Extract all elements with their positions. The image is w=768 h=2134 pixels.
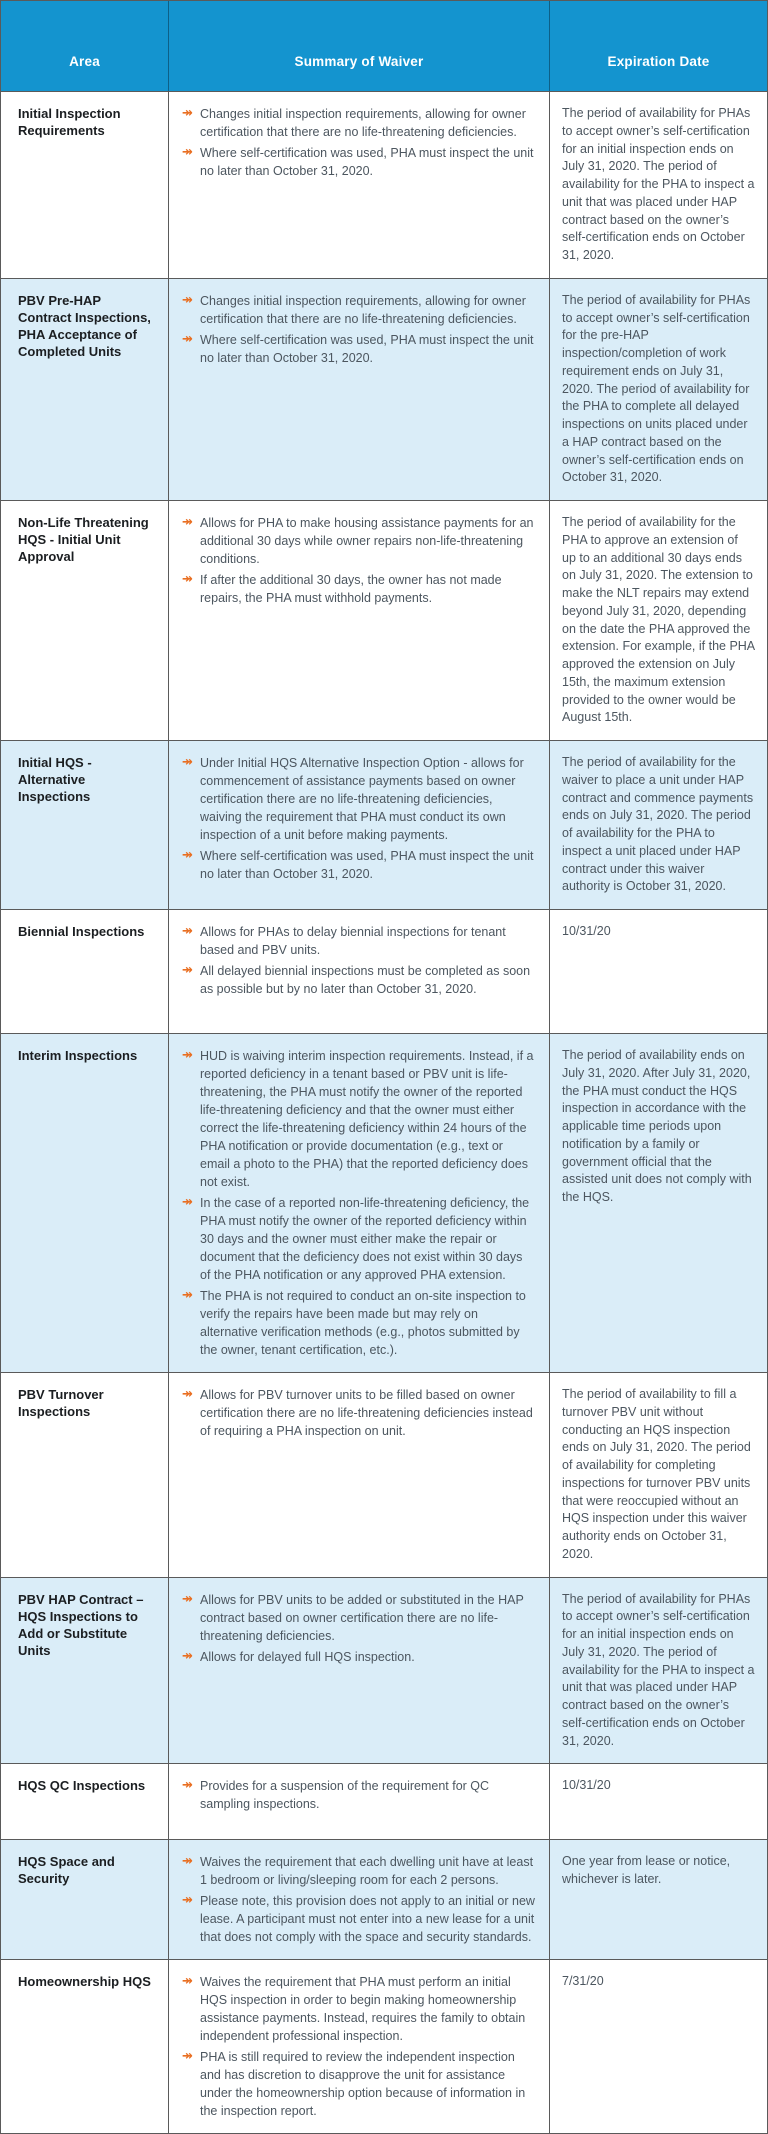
bullet-text: Changes initial inspection requirements, allowing for owner certification that there are no life-threatening deficiencies. [200,107,526,139]
header-cell-expiration: Expiration Date [607,53,710,69]
expiration-cell: 10/31/20 [562,1778,611,1793]
area-cell: PBV HAP Contract – HQS Inspections to Add or Substitute Units [1,1578,169,1764]
summary-bullet-item [182,1973,535,2045]
expiration-cell: The period of availability for PHAs to accept owner’s self-certification for the pre-HAP inspection/completion of work requirement ends on July 31, 2020. The period of availability for the PHA to complete all delayed inspections on units placed under a HAP contract based on the owner’s self-certification ends on October 31, 2020. [562,292,751,485]
table-row [1,278,767,500]
area-cell: Homeownership HQS [1,1960,169,2133]
summary-bullet-item [182,144,535,180]
arrow-bullet-icon: ↠ [182,331,193,347]
table-row [1,1372,767,1577]
area-cell: HQS QC Inspections [1,1764,169,1839]
table-row [1,1763,767,1839]
summary-cell [169,92,550,278]
summary-cell [169,1034,550,1372]
bullet-text: Where self-certification was used, PHA must inspect the unit no later than October 31, 2020. [200,332,534,365]
summary-cell [169,741,550,909]
arrow-bullet-icon: ↠ [182,924,193,939]
table-row [1,1959,767,2133]
area-cell: HQS Space and Security [1,1840,169,1959]
summary-cell [169,1373,550,1577]
summary-cell [169,1960,550,2133]
arrow-bullet-icon: ↠ [182,848,193,863]
summary-bullet-item [182,1194,535,1284]
arrow-bullet-icon: ↠ [182,963,193,978]
area-cell: Initial HQS - Alternative Inspections [1,741,169,909]
summary-cell [169,279,550,500]
arrow-bullet-icon: ↠ [182,755,193,770]
table-row [1,1839,767,1959]
arrow-bullet-icon: ↠ [182,2049,193,2065]
table-row [1,740,767,909]
bullet-text: The PHA is not required to conduct an on-site inspection to verify the repairs have been made but may rely on alternative verification methods (e.g., photos submitted by the owner, tenant certification, etc.). [200,1289,526,1357]
table-row [1,500,767,740]
summary-bullet-item [182,1047,535,1191]
summary-bullet-item [182,105,535,141]
summary-cell [169,910,550,1033]
bullet-text: All delayed biennial inspections must be completed as soon as possible but by no later than October 31, 2020. [200,964,531,996]
bullet-text: If after the additional 30 days, the owner has not made repairs, the PHA must withhold payments. [200,573,502,605]
bullet-text: Allows for PBV units to be added or substituted in the HAP contract based on owner certification there are no life-threatening deficiencies. [200,1592,524,1643]
summary-bullet-item [182,962,535,998]
arrow-bullet-icon: ↠ [182,1854,193,1870]
arrow-bullet-icon: ↠ [182,1387,193,1402]
area-cell: Initial Inspection Requirements [1,92,169,278]
summary-cell [169,1578,550,1764]
summary-bullet-item [182,514,535,568]
table-row [1,91,767,278]
summary-bullet-item [182,1892,535,1946]
area-cell: Biennial Inspections [1,910,169,1033]
bullet-text: Where self-certification was used, PHA must inspect the unit no later than October 31, 2020. [200,146,534,178]
summary-bullet-item [182,847,535,883]
summary-bullet-item [182,292,535,328]
arrow-bullet-icon: ↠ [182,1893,193,1909]
bullet-text: Where self-certification was used, PHA must inspect the unit no later than October 31, 2020. [200,849,534,881]
table-row [1,1033,767,1372]
area-cell: PBV Turnover Inspections [1,1373,169,1577]
arrow-bullet-icon: ↠ [182,1195,193,1210]
summary-cell [169,1764,550,1839]
area-cell: PBV Pre-HAP Contract Inspections, PHA Acceptance of Completed Units [1,279,169,500]
bullet-text: Allows for PBV turnover units to be filled based on owner certification there are no life-threatening deficiencies instead of requiring a PHA inspection on unit. [200,1388,533,1438]
summary-bullet-item [182,1287,535,1359]
area-cell: Interim Inspections [1,1034,169,1372]
summary-bullet-item [182,2048,535,2120]
bullet-text: PHA is still required to review the independent inspection and has discretion to disapprove the unit for assistance under the homeownership option because of information in the inspection report. [200,2050,526,2119]
arrow-bullet-icon: ↠ [182,1288,193,1303]
arrow-bullet-icon: ↠ [182,1778,193,1794]
expiration-cell: 10/31/20 [562,924,611,938]
expiration-cell: 7/31/20 [562,1974,604,1989]
summary-bullet-item [182,1386,535,1440]
summary-bullet-item [182,754,535,844]
expiration-cell: The period of availability for PHAs to accept owner’s self-certification for an initial inspection ends on July 31, 2020. The period of availability for the PHA to inspect a unit that was placed under HAP contract based on the owner’s self-certification ends on October 31, 2020. [562,106,755,262]
expiration-cell: The period of availability for the PHA to approve an extension of up to an additional 30 days ends on July 31, 2020. The extension to make the NLT repairs may extend beyond July 31, 2020, depending on the date the PHA approved the extension. For example, if the PHA approved the extension on July 15th, the maximum extension provided to the owner would be August 15th. [562,515,755,725]
summary-bullet-item [182,923,535,959]
bullet-text: Changes initial inspection requirements, allowing for owner certification that there are no life-threatening deficiencies. [200,293,526,326]
summary-cell [169,501,550,740]
arrow-bullet-icon: ↠ [182,106,193,121]
summary-bullet-item [182,1777,535,1813]
bullet-text: Under Initial HQS Alternative Inspection Option - allows for commencement of assistance payments based on owner certification there are no life-threatening deficiencies, waiving the requirement that PHA must conduct its own inspection of a unit before making payments. [200,756,524,842]
bullet-text: HUD is waiving interim inspection requirements. Instead, if a reported deficiency in a tenant based or PBV unit is life-threatening, the PHA must notify the owner of the reported life-threatening deficiency and that the owner must either correct the life-threatening deficiency within 24 hours of the PHA notification or provide documentation (e.g., text or email a photo to the PHA) that the reported deficiency does not exist. [200,1049,534,1189]
arrow-bullet-icon: ↠ [182,1591,193,1607]
summary-bullet-item [182,331,535,367]
bullet-text: Provides for a suspension of the requirement for QC sampling inspections. [200,1779,490,1812]
bullet-text: Please note, this provision does not apply to an initial or new lease. A participant must not enter into a new lease for a unit that does not comply with the space and security standards. [200,1894,535,1945]
header-cell-summary: Summary of Waiver [169,1,550,91]
table-row [1,1577,767,1764]
bullet-text: Allows for PHA to make housing assistance payments for an additional 30 days while owner repairs non-life-threatening conditions. [200,516,534,566]
table-header-row [1,1,767,91]
area-cell: Non-Life Threatening HQS - Initial Unit Approval [1,501,169,740]
expiration-cell: The period of availability for PHAs to accept owner’s self-certification for an initial inspection ends on July 31, 2020. The period of availability for the PHA to inspect a unit that was placed under HAP contract based on the owner’s self-certification ends on October 31, 2020. [562,1591,755,1748]
bullet-text: Allows for PHAs to delay biennial inspections for tenant based and PBV units. [200,925,506,957]
summary-bullet-item [182,571,535,607]
bullet-text: Allows for delayed full HQS inspection. [200,1649,415,1664]
arrow-bullet-icon: ↠ [182,1648,193,1664]
summary-bullet-item [182,1853,535,1889]
expiration-cell: One year from lease or notice, whichever is later. [562,1854,731,1886]
bullet-text: Waives the requirement that each dwelling unit have at least 1 bedroom or living/sleeping room for each 2 persons. [200,1855,534,1888]
expiration-cell: The period of availability for the waiver to place a unit under HAP contract and commence payments ends on July 31, 2020. The period of availability for the PHA to inspect a unit placed under HAP contract under this waiver authority is October 31, 2020. [562,755,754,894]
table-body [1,91,767,2133]
bullet-text: In the case of a reported non-life-threatening deficiency, the PHA must notify the owner of the reported deficiency within 30 days and the owner must either make the repair or document that the deficiency does not exist within 30 days of the PHA notification or any approved PHA extension. [200,1196,530,1282]
arrow-bullet-icon: ↠ [182,145,193,160]
summary-bullet-item [182,1591,535,1645]
summary-cell [169,1840,550,1959]
table-row [1,909,767,1033]
arrow-bullet-icon: ↠ [182,292,193,308]
summary-bullet-item [182,1648,535,1666]
bullet-text: Waives the requirement that PHA must perform an initial HQS inspection in order to begin making homeownership assistance payments. Instead, requires the family to obtain independent professional inspection. [200,1975,526,2044]
arrow-bullet-icon: ↠ [182,572,193,587]
arrow-bullet-icon: ↠ [182,1048,193,1063]
header-cell-area: Area [1,1,169,91]
expiration-cell: The period of availability to fill a turnover PBV unit without conducting an HQS inspection ends on July 31, 2020. The period of availability for completing inspections for turnover PBV units that were reoccupied without an HQS inspection under this waiver authority ends on October 31, 2020. [562,1387,751,1561]
arrow-bullet-icon: ↠ [182,515,193,530]
arrow-bullet-icon: ↠ [182,1974,193,1990]
expiration-cell: The period of availability ends on July 31, 2020. After July 31, 2020, the PHA must conduct the HQS inspection in accordance with the applicable time periods upon notification by a family or government official that the assisted unit does not comply with the HQS. [562,1048,752,1204]
